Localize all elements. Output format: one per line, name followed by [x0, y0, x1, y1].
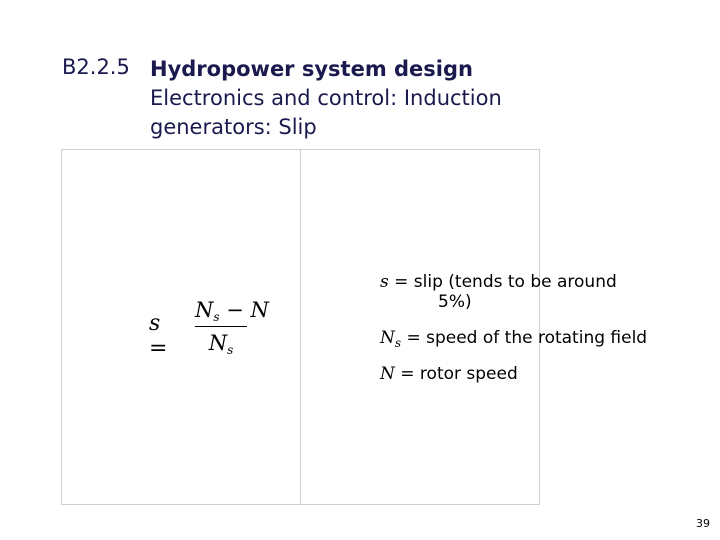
table-divider [300, 149, 301, 505]
formula-denominator: $N_s$ [208, 331, 234, 357]
definition-ns: $N_s$ = speed of the rotating field [380, 328, 648, 350]
definition-n: N = rotor speed [380, 364, 518, 384]
page-number: 39 [696, 517, 710, 530]
formula-numerator: $N_s - N$ [195, 298, 269, 324]
formula-fraction [195, 296, 269, 357]
subtitle-line-2: generators: Slip [150, 115, 317, 139]
formula-lhs: s = [149, 311, 168, 361]
section-number: B2.2.5 [62, 55, 130, 79]
slide-title: Hydropower system design [150, 57, 473, 81]
title-block [150, 55, 650, 142]
definition-slip: s = slip (tends to be around 5%) [380, 272, 617, 312]
subtitle-line-1: Electronics and control: Induction [150, 86, 502, 110]
fraction-bar [195, 326, 247, 327]
